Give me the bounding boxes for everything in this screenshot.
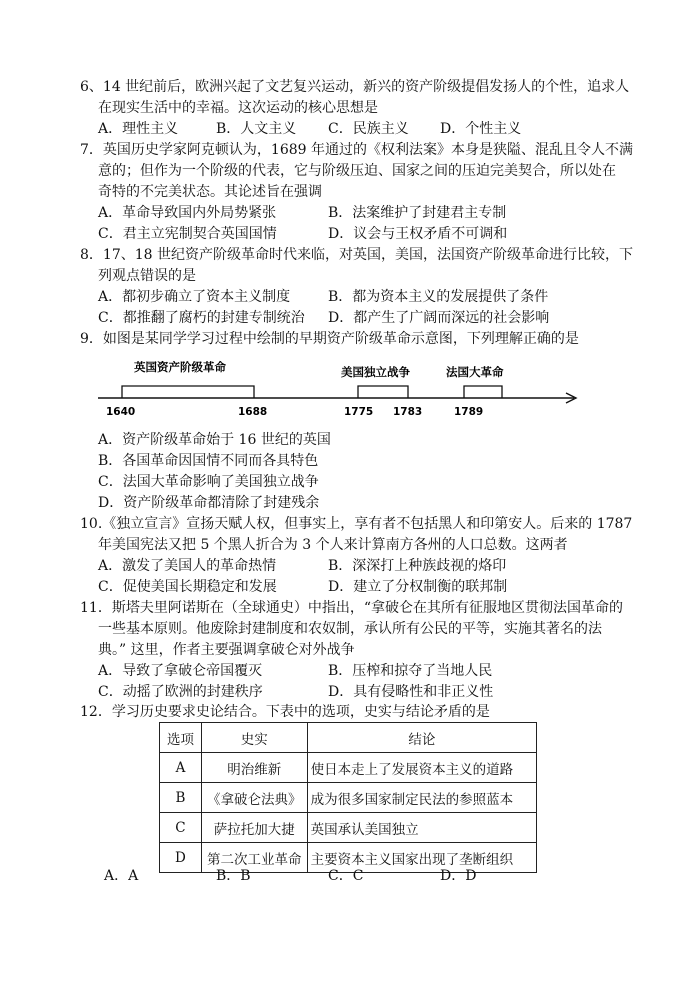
q10-line-1: 10.《独立宣言》宣扬天赋人权，但事实上，享有者不包括黑人和印第安人。后来的 1787 [80,516,633,532]
q12-option-d[interactable]: D．D [440,868,477,884]
q12-option-c[interactable]: C．C [328,868,364,884]
q8-line-1: 8．17、18 世纪资产阶级革命时代来临，对英国，美国，法国资产阶级革命进行比较，下 [80,247,633,263]
q12-option-b[interactable]: B．B [216,868,251,884]
timeline-label-france: 法国大革命 [446,365,504,379]
table-cell-fact: 第二次工业革命 [201,843,307,873]
q12-line-1: 12．学习历史要求史论结合。下表中的选项，史实与结论矛盾的是 [80,704,490,720]
table-row [160,783,537,813]
table-header-conclusion: 结论 [307,723,536,753]
timeline-year-1783: 1783 [393,406,423,418]
q7-line-2: 意的；但作为一个阶级的代表，它与阶级压迫、国家之间的压迫完美契合，所以处在 [98,163,616,179]
table-cell-conclusion: 英国承认美国独立 [307,813,536,843]
q10-option-c[interactable]: C．促使美国长期稳定和发展 [98,579,277,595]
table-cell-conclusion: 使日本走上了发展资本主义的道路 [307,753,536,783]
q7-option-d[interactable]: D．议会与王权矛盾不可调和 [328,226,508,242]
q11-line-3: 典。” 这里，作者主要强调拿破仑对外战争 [98,642,355,658]
timeline-label-england: 英国资产阶级革命 [134,360,226,374]
table-header-row [160,723,537,753]
table-header-fact: 史实 [201,723,307,753]
q8-options [98,287,658,328]
table-cell-conclusion: 主要资本主义国家出现了垄断组织 [307,843,536,873]
table-cell-fact: 萨拉托加大捷 [201,813,307,843]
timeline-bracket-england [122,386,254,398]
q9-option-c[interactable]: C．法国大革命影响了美国独立战争 [98,474,319,490]
q11-option-b[interactable]: B．压榨和掠夺了当地人民 [328,663,493,679]
q9-line-1: 9．如图是某同学学习过程中绘制的早期资产阶级革命示意图，下列理解正确的是 [80,331,579,347]
q8-option-d[interactable]: D．都产生了广阔而深远的社会影响 [328,310,550,326]
q11-option-c[interactable]: C．动摇了欧洲的封建秩序 [98,684,263,700]
q7-option-b[interactable]: B．法案维护了封建君主专制 [328,205,507,221]
q8-line-2: 列观点错误的是 [98,268,196,284]
q6-option-c[interactable]: C．民族主义 [328,121,409,137]
q12-option-a[interactable]: A．A [104,868,139,884]
timeline-label-usa: 美国独立战争 [341,365,410,379]
revolution-timeline [94,352,584,422]
q6-line-2: 在现实生活中的幸福。这次运动的核心思想是 [98,100,378,116]
q10-option-d[interactable]: D．建立了分权制衡的联邦制 [328,579,508,595]
q9-option-b[interactable]: B．各国革命因国情不同而各具特色 [98,453,319,469]
q12-options [104,866,664,886]
table-cell-conclusion: 成为很多国家制定民法的参照蓝本 [307,783,536,813]
timeline-year-1688: 1688 [238,406,268,418]
q10-line-2: 年美国宪法又把 5 个黑人折合为 3 个人来计算南方各州的人口总数。这两者 [98,537,568,553]
q7-line-3: 奇特的不完美状态。其论述旨在强调 [98,184,322,200]
q7-option-a[interactable]: A．革命导致国内外局势紧张 [98,205,277,221]
table-header-option: 选项 [160,723,202,753]
q10-option-a[interactable]: A．激发了美国人的革命热情 [98,558,277,574]
table-cell-option: A [160,753,202,783]
q11-options [98,661,658,702]
q11-option-a[interactable]: A．导致了拿破仑帝国覆灭 [98,663,263,679]
q6-line-1: 6、14 世纪前后，欧洲兴起了文艺复兴运动，新兴的资产阶级提倡发扬人的个性，追求人 [80,79,630,95]
q8-option-b[interactable]: B．都为资本主义的发展提供了条件 [328,289,549,305]
timeline-year-1775: 1775 [344,406,374,418]
table-row [160,753,537,783]
timeline-bracket-france [464,386,502,398]
q7-options [98,203,658,244]
timeline-year-1789: 1789 [454,406,484,418]
table-cell-fact: 《拿破仑法典》 [201,783,307,813]
q10-option-b[interactable]: B．深深打上种族歧视的烙印 [328,558,507,574]
q11-option-d[interactable]: D．具有侵略性和非正义性 [328,684,494,700]
q9-option-d[interactable]: D．资产阶级革命都清除了封建残余 [98,495,320,511]
q7-option-c[interactable]: C．君主立宪制契合英国国情 [98,226,277,242]
table-cell-option: B [160,783,202,813]
table-cell-option: D [160,843,202,873]
q7-line-1: 7．英国历史学家阿克顿认为，1689 年通过的《权利法案》本身是狭隘、混乱且令人不满 [80,142,633,158]
q9-option-a[interactable]: A．资产阶级革命始于 16 世纪的英国 [98,432,331,448]
timeline-year-1640: 1640 [106,406,136,418]
table-cell-option: C [160,813,202,843]
q6-option-b[interactable]: B．人文主义 [216,121,297,137]
q6-option-d[interactable]: D．个性主义 [440,121,522,137]
q6-option-a[interactable]: A．理性主义 [98,121,179,137]
q12-table [159,722,537,873]
q11-line-2: 一些基本原则。他废除封建制度和农奴制，承认所有公民的平等，实施其著名的法 [98,621,602,637]
q6-options [98,119,658,139]
timeline-bracket-usa [358,386,408,398]
q8-option-a[interactable]: A．都初步确立了资本主义制度 [98,289,291,305]
table-cell-fact: 明治维新 [201,753,307,783]
table-row [160,813,537,843]
q10-options [98,556,658,597]
q8-option-c[interactable]: C．都推翻了腐朽的封建专制统治 [98,310,305,326]
q11-line-1: 11．斯塔夫里阿诺斯在（全球通史）中指出，“拿破仑在其所有征服地区贯彻法国革命的 [80,600,623,616]
